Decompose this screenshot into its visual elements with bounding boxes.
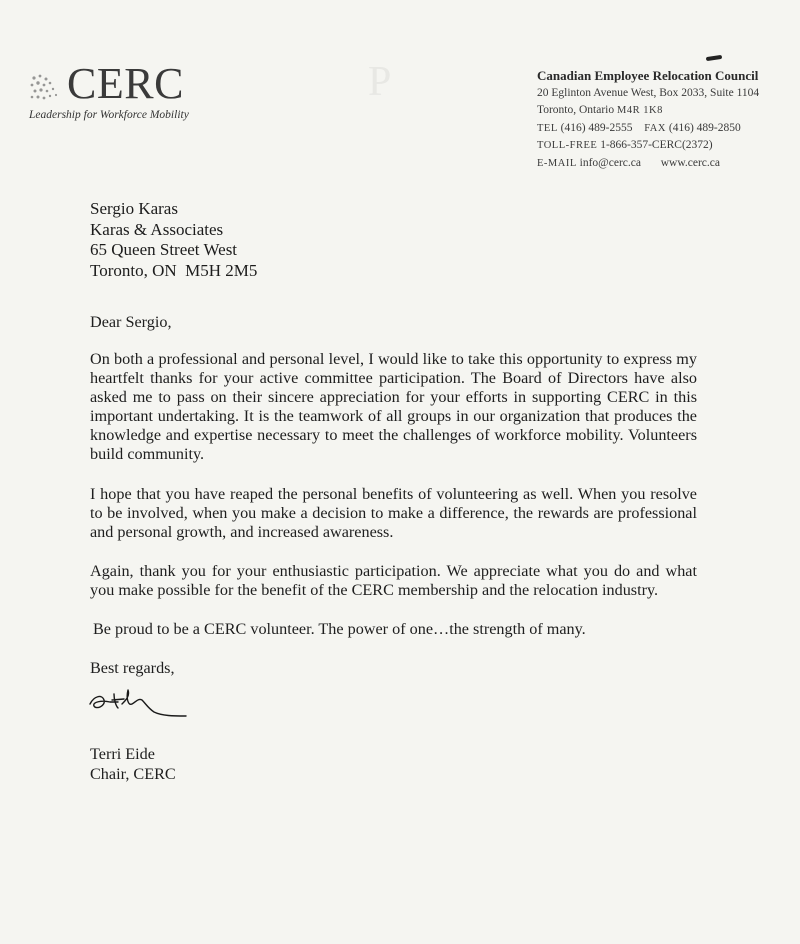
closing: Best regards, [90,659,175,677]
address-postal: M4R 1K8 [617,105,663,116]
email-label: E-MAIL [537,157,577,169]
signature-icon [88,682,192,724]
org-name: Canadian Employee Relocation Council [537,68,759,83]
tollfree-value: 1-866-357-CERC(2372) [600,139,713,151]
paragraph-2: I hope that you have reaped the personal benefits of volunteering as well. When you resolve to be involved, when you make a decision to make a difference, the rewards are professional and personal growth, and increased awareness. [90,485,697,541]
tel-value: (416) 489-2555 [560,121,633,134]
fax-value: (416) 489-2850 [668,121,741,134]
signer-title: Chair, CERC [90,765,176,783]
recipient-city: Toronto, ON M5H 2M5 [90,260,258,280]
fax-label: FAX [644,122,666,134]
ink-mark [706,55,722,61]
org-contact-block [537,67,759,172]
email-value: info@cerc.ca [579,156,641,169]
address-line-1: 20 Eglinton Avenue West, Box 2033, Suite 1104 [537,86,760,99]
recipient-company: Karas & Associates [90,219,224,239]
signer-block [90,744,176,784]
website-value: www.cerc.ca [660,156,720,169]
paragraph-4: Be proud to be a CERC volunteer. The power of one…the strength of many. [93,620,586,638]
tel-label: TEL [537,122,558,134]
signer-name: Terri Eide [90,745,155,763]
recipient-street: 65 Queen Street West [90,240,238,259]
address-line-2 [537,102,759,120]
recipient-name: Sergio Karas [90,199,178,218]
email-web-line [537,155,759,173]
letter-body [90,313,697,678]
paragraph-3: Again, thank you for your enthusiastic participation. We appreciate what you do and what you make possible for the benefit of the CERC membership and the relocation industry. [90,562,697,599]
tollfree-label: TOLL-FREE [537,140,598,151]
faint-stamp-mark: P [368,59,396,105]
tollfree-line [537,137,759,155]
cerc-logo-icon [28,72,64,104]
phone-line [537,120,759,138]
logo-tagline: Leadership for Workforce Mobility [29,109,189,121]
recipient-address [90,199,257,281]
logo-wordmark: CERC [67,59,184,108]
salutation: Dear Sergio, [90,313,172,331]
address-city: Toronto, Ontario [537,104,615,116]
paragraph-1: On both a professional and personal level, I would like to take this opportunity to express my heartfelt thanks for your active committee participation. The Board of Directors have also asked me to pass on their sincere appreciation for your efforts in supporting CERC in this important undertaking. It is the teamwork of all groups in our organization that produces the knowledge and expertise necessary to meet the challenges of workforce mobility. Volunteers build community. [90,350,697,463]
